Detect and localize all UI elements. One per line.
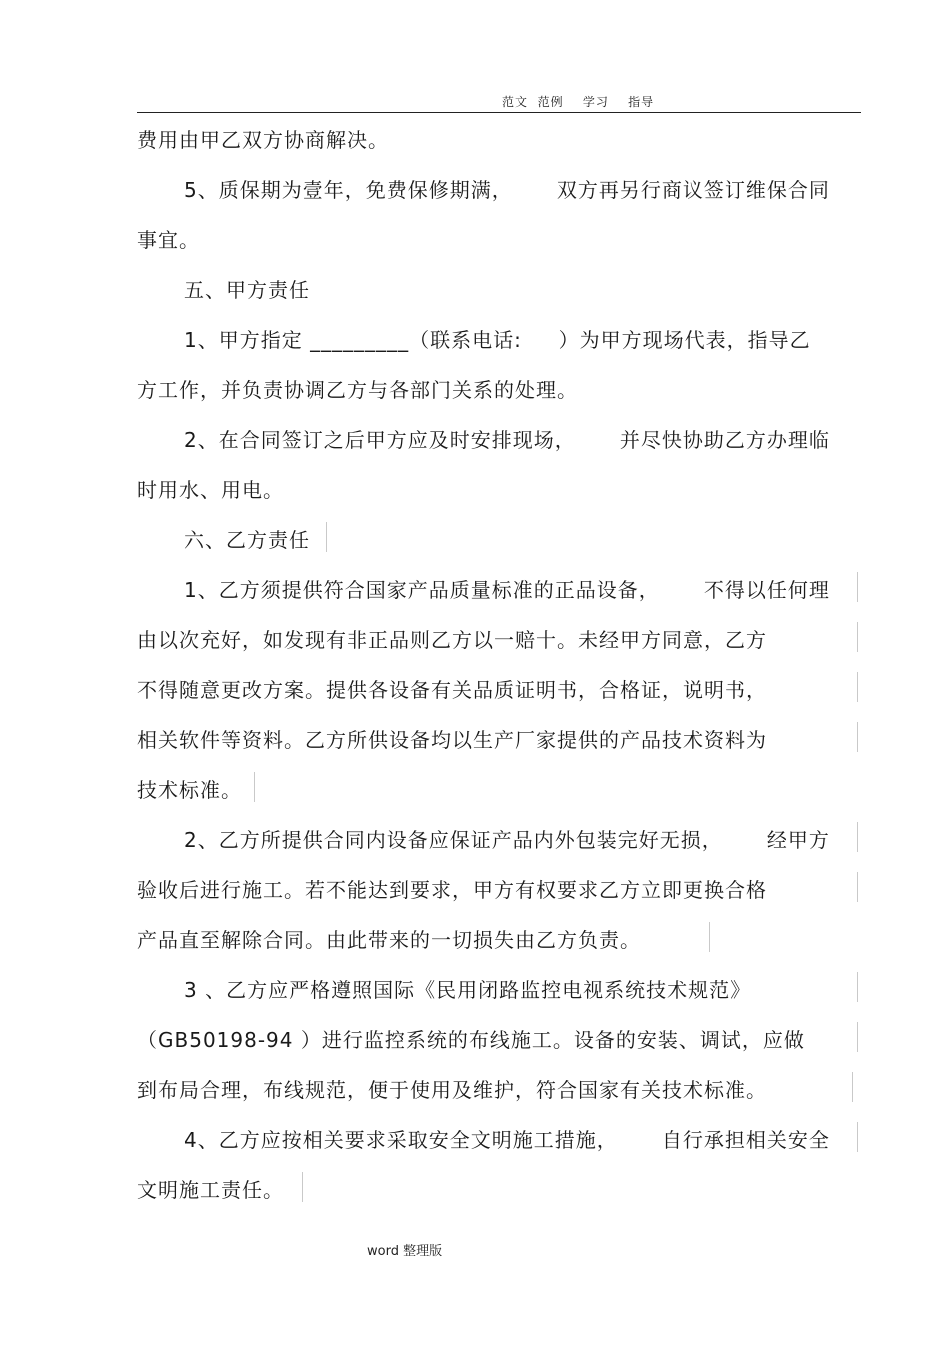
text-line: 1、甲方指定 _________（联系电话: ）为甲方现场代表，指导乙: [184, 328, 811, 352]
frame-line: [857, 822, 858, 852]
text-line: 4、乙方应按相关要求采取安全文明施工措施， 自行承担相关安全: [184, 1128, 830, 1152]
text-line: 文明施工责任。: [137, 1178, 284, 1202]
text-line: 2、在合同签订之后甲方应及时安排现场， 并尽快协助乙方办理临: [184, 428, 830, 452]
text-line: 事宜。: [137, 228, 200, 252]
header-text: 范文 范例 学习 指导: [502, 95, 655, 109]
page-header: [137, 90, 861, 113]
text-line: 相关软件等资料。乙方所供设备均以生产厂家提供的产品技术资料为: [137, 728, 767, 752]
page-footer: word 整理版: [367, 1244, 443, 1259]
text-line: 验收后进行施工。若不能达到要求，甲方有权要求乙方立即更换合格: [137, 878, 767, 902]
frame-line: [857, 1022, 858, 1052]
frame-line: [857, 722, 858, 752]
frame-line: [857, 622, 858, 652]
frame-line: [857, 972, 858, 1002]
text-line: 3 、乙方应严格遵照国际《民用闭路监控电视系统技术规范》: [184, 978, 752, 1002]
text-line: 产品直至解除合同。由此带来的一切损失由乙方负责。: [137, 928, 641, 952]
section-heading: 五、甲方责任: [184, 278, 310, 302]
text-line: 技术标准。: [137, 778, 242, 802]
section-heading: 六、乙方责任: [184, 528, 310, 552]
frame-line: [857, 1122, 858, 1152]
frame-line: [857, 572, 858, 602]
text-line: 到布局合理，布线规范，便于使用及维护，符合国家有关技术标准。: [137, 1078, 767, 1102]
frame-line: [254, 772, 255, 802]
text-line: 时用水、用电。: [137, 478, 284, 502]
text-line: 费用由甲乙双方协商解决。: [137, 128, 389, 152]
frame-line: [857, 872, 858, 902]
frame-line: [857, 672, 858, 702]
frame-line: [326, 522, 327, 552]
text-line: 方工作，并负责协调乙方与各部门关系的处理。: [137, 378, 578, 402]
text-line: 2、乙方所提供合同内设备应保证产品内外包装完好无损， 经甲方: [184, 828, 830, 852]
text-line: 5、质保期为壹年，免费保修期满， 双方再另行商议签订维保合同: [184, 178, 830, 202]
text-line: 不得随意更改方案。提供各设备有关品质证明书，合格证，说明书，: [137, 678, 767, 702]
frame-line: [302, 1172, 303, 1202]
frame-line: [709, 922, 710, 952]
text-line: （GB50198-94 ）进行监控系统的布线施工。设备的安装、调试，应做: [137, 1028, 805, 1052]
text-line: 由以次充好，如发现有非正品则乙方以一赔十。未经甲方同意，乙方: [137, 628, 767, 652]
frame-line: [852, 1072, 853, 1102]
text-line: 1、乙方须提供符合国家产品质量标准的正品设备， 不得以任何理: [184, 578, 830, 602]
